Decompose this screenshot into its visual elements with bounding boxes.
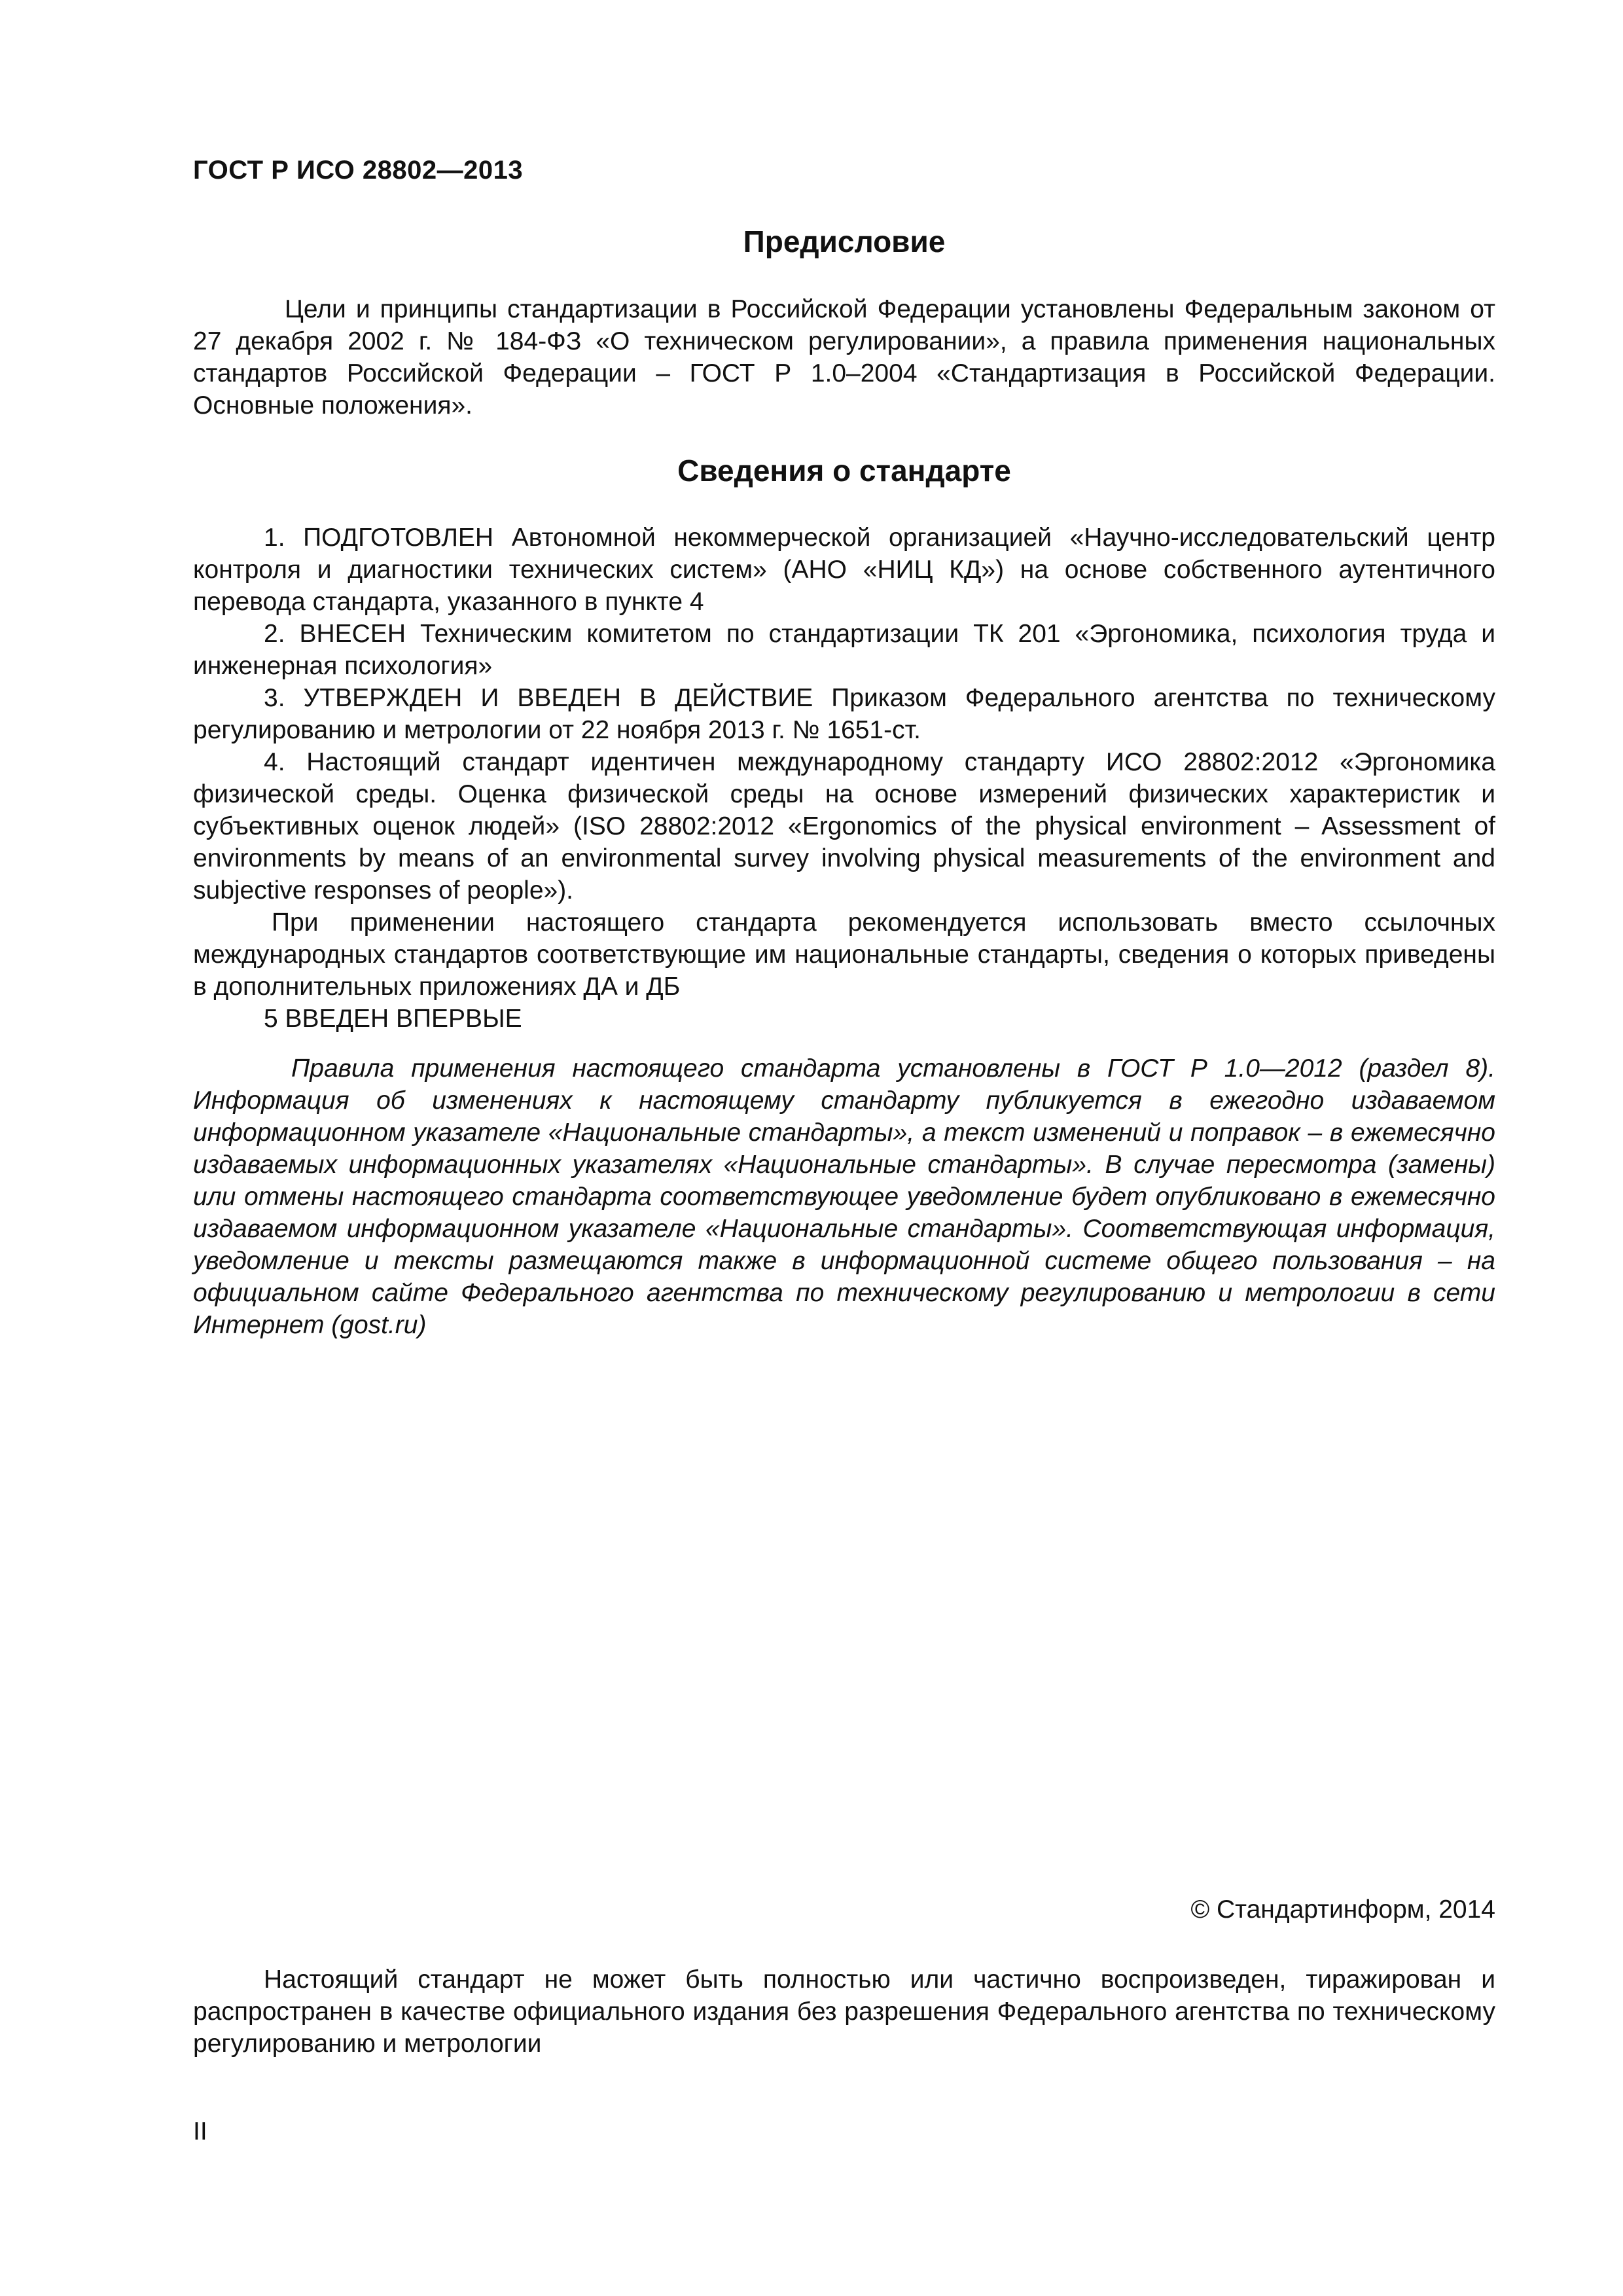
standard-info-title: Сведения о стандарте — [677, 454, 1011, 488]
info-item-3: 3. УТВЕРЖДЕН И ВВЕДЕН В ДЕЙСТВИЕ Приказом Федерального агентства по техническому регулированию и метрологии от 22 ноября 2013 г. № 1651-ст. — [193, 684, 1495, 744]
foreword-paragraph-block — [193, 293, 1495, 422]
info-item-2: 2. ВНЕСЕН Техническим комитетом по стандартизации ТК 201 «Эргономика, психология труда и инженерная психология» — [193, 620, 1495, 680]
info-item-4: 4. Настоящий стандарт идентичен международному стандарту ИСО 28802:2012 «Эргономика физической среды. Оценка физической среды на основе измерений физических характеристик и субъективных оценок людей» (ISO 28802:2012 «Ergonomics of the physical environment – Assessment of environments by means of an environmental survey involving physical measurements of the environment and subjective responses of people»). — [193, 748, 1495, 905]
foreword-title: Предисловие — [743, 224, 946, 259]
info-item-4-note: При применении настоящего стандарта рекомендуется использовать вместо ссылочных международных стандартов соответствующие им национальные стандарты, сведения о которых приведены в дополнительных приложениях ДА и ДБ — [193, 908, 1495, 1001]
standard-code-header: ГОСТ Р ИСО 28802—2013 — [193, 156, 524, 185]
application-rules-paragraph: Правила применения настоящего стандарта установлены в ГОСТ Р 1.0—2012 (раздел 8). Информация об изменениях к настоящему стандарту публикуется в ежегодно издаваемом информационном указателе «Национальные стандарты», а текст изменений и поправок – в ежемесячно издаваемых информационных указателях «Национальные стандарты». В случае пересмотра (замены) или отмены настоящего стандарта соответствующее уведомление будет опубликовано в ежемесячно издаваемом информационном указателе «Национальные стандарты». Соответствующая информация, уведомление и тексты размещаются также в информационной системе общего пользования – на официальном сайте Федерального агентства по техническому регулированию и метрологии в сети Интернет (gost.ru) — [193, 1054, 1495, 1339]
standard-info-list — [193, 522, 1495, 1035]
reproduction-notice-paragraph: Настоящий стандарт не может быть полностью или частично воспроизведен, тиражирован и распространен в качестве официального издания без разрешения Федерального агентства по техническому регулированию и метрологии — [193, 1965, 1495, 2058]
foreword-paragraph: Цели и принципы стандартизации в Российской Федерации установлены Федеральным законом от 27 декабря 2002 г. № 184-ФЗ «О техническом регулировании», а правила применения национальных стандартов Российской Федерации – ГОСТ Р 1.0–2004 «Стандартизация в Российской Федерации. Основные положения». — [193, 295, 1495, 420]
info-item-5: 5 ВВЕДЕН ВПЕРВЫЕ — [264, 1005, 522, 1033]
info-item-1: 1. ПОДГОТОВЛЕН Автономной некоммерческой организацией «Научно-исследовательский центр контроля и диагностики технических систем» (АНО «НИЦ КД») на основе собственного аутентичного перевода стандарта, указанного в пункте 4 — [193, 524, 1495, 616]
copyright-line: © Стандартинформ, 2014 — [1190, 1895, 1495, 1924]
page-number: II — [193, 2117, 207, 2145]
application-rules-note — [193, 1052, 1495, 1341]
reproduction-notice — [193, 1964, 1495, 2060]
